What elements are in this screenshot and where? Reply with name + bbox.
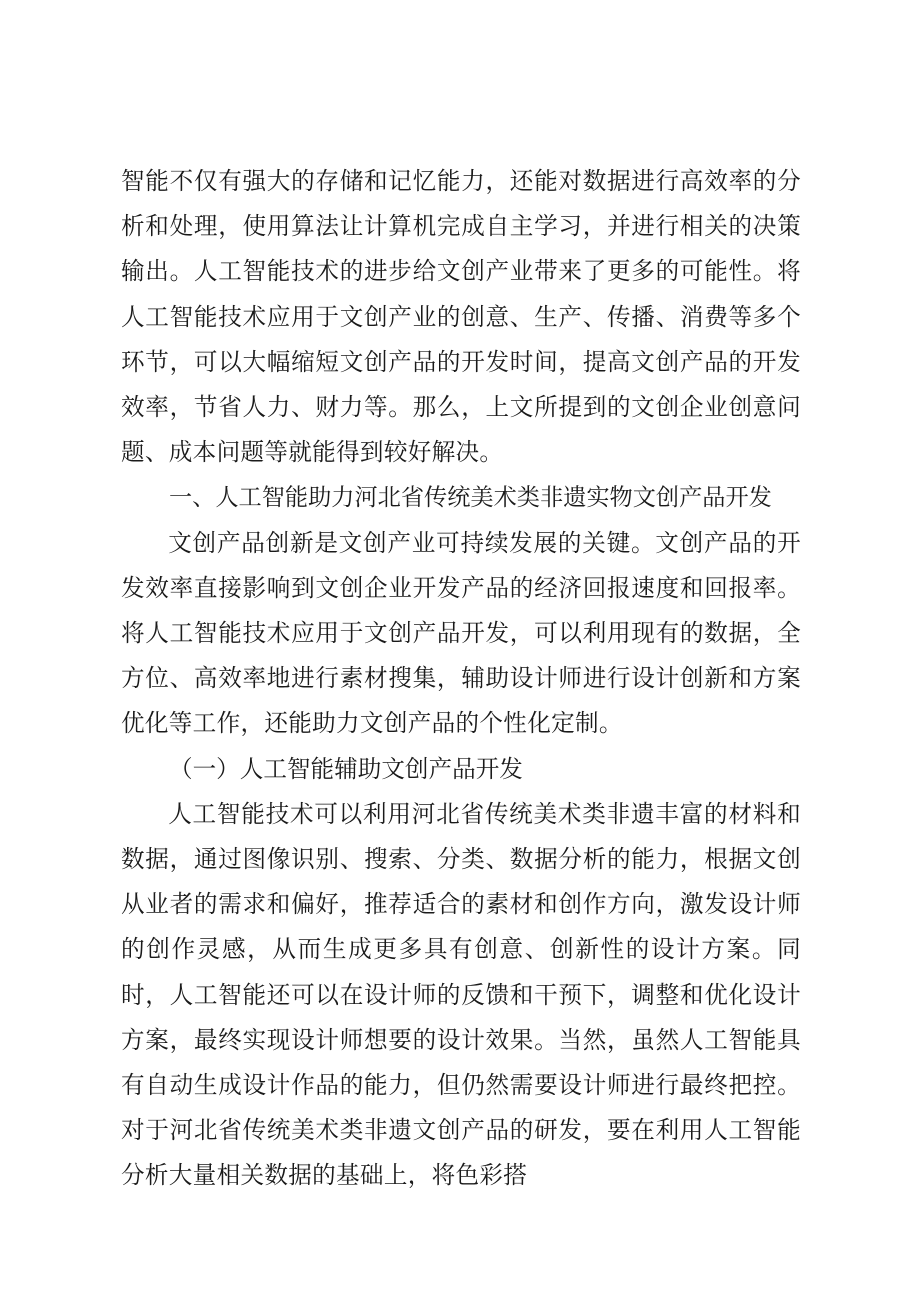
body-paragraph-2: 文创产品创新是文创产业可持续发展的关键。文创产品的开发效率直接影响到文创企业开发产品的经济回报速度和回报率。将人工智能技术应用于文创产品开发，可以利用现有的数据，全方位、高效率地进行素材搜集，辅助设计师进行设计创新和方案优化等工作，还能助力文创产品的个性化定制。 (121, 528, 801, 738)
body-paragraph-1: 智能不仅有强大的存储和记忆能力，还能对数据进行高效率的分析和处理，使用算法让计算机完成自主学习，并进行相关的决策输出。人工智能技术的进步给文创产业带来了更多的可能性。将人工智能技术应用于文创产业的创意、生产、传播、消费等多个环节，可以大幅缩短文创产品的开发时间，提高文创产品的开发效率，节省人力、财力等。那么，上文所提到的文创企业创意问题、成本问题等就能得到较好解决。 (121, 167, 801, 467)
document-body (121, 159, 801, 1199)
section-heading-1: 一、人工智能助力河北省传统美术类非遗实物文创产品开发 (169, 484, 772, 512)
body-paragraph-3: 人工智能技术可以利用河北省传统美术类非遗丰富的材料和数据，通过图像识别、搜索、分类、数据分析的能力，根据文创从业者的需求和偏好，推荐适合的素材和创作方向，激发设计师的创作灵感，从而生成更多具有创意、创新性的设计方案。同时，人工智能还可以在设计师的反馈和干预下，调整和优化设计方案，最终实现设计师想要的设计效果。当然，虽然人工智能具有自动生成设计作品的能力，但仍然需要设计师进行最终把控。对于河北省传统美术类非遗文创产品的研发，要在利用人工智能分析大量相关数据的基础上，将色彩搭 (121, 799, 801, 1190)
subsection-heading-1: （一）人工智能辅助文创产品开发 (169, 754, 523, 783)
